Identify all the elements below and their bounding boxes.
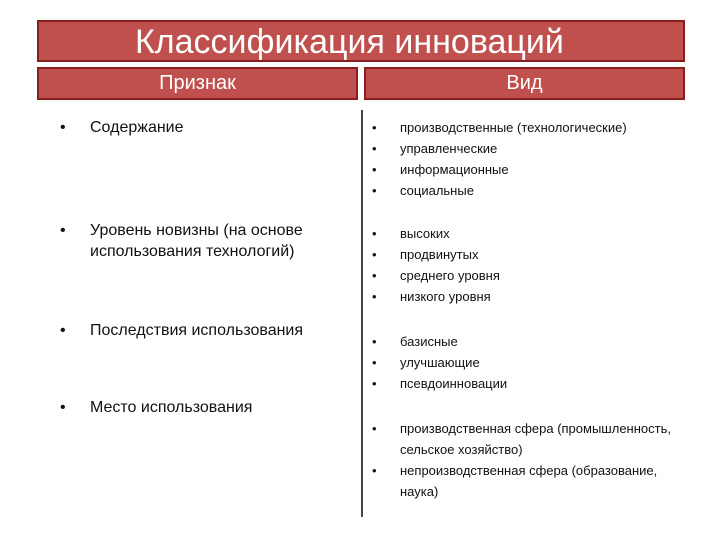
type-item	[372, 265, 682, 286]
bullet: •	[372, 355, 377, 370]
criterion-label: Место использования	[90, 399, 253, 416]
type-label: производственные (технологические)	[400, 120, 627, 135]
bullet: •	[372, 289, 377, 304]
criterion-item	[60, 320, 350, 341]
type-label: управленческие	[400, 141, 498, 156]
type-label: продвинутых	[400, 247, 479, 262]
bullet: •	[372, 421, 377, 436]
criterion-item	[60, 117, 350, 138]
bullet: •	[372, 376, 377, 391]
type-label: псевдоинновации	[400, 376, 508, 391]
criterion-label: Последствия использования	[90, 322, 304, 339]
type-item	[372, 159, 682, 180]
type-item	[372, 373, 682, 394]
bullet: •	[372, 162, 377, 177]
criterion-label: Содержание	[90, 119, 184, 136]
criterion-item	[60, 397, 350, 418]
type-list	[372, 117, 682, 201]
type-item	[372, 244, 682, 265]
type-label: высоких	[400, 226, 450, 241]
type-item	[372, 331, 682, 352]
type-label: среднего уровня	[400, 268, 500, 283]
type-item	[372, 223, 682, 244]
bullet: •	[372, 334, 377, 349]
bullet: •	[60, 222, 66, 239]
type-item	[372, 460, 682, 502]
type-item	[372, 138, 682, 159]
bullet: •	[60, 322, 66, 339]
bullet: •	[372, 268, 377, 283]
criterion-label: Уровень новизны (на основе использования технологий)	[90, 222, 303, 260]
bullet: •	[372, 226, 377, 241]
criterion-item	[60, 220, 340, 262]
type-label: производственная сфера (промышленность, сельское хозяйство)	[400, 421, 671, 457]
slide-title: Классификация инноваций	[37, 20, 685, 62]
bullet: •	[372, 141, 377, 156]
column-divider	[361, 110, 363, 517]
type-label: информационные	[400, 162, 509, 177]
header-type: Вид	[364, 67, 685, 100]
type-label: улучшающие	[400, 355, 480, 370]
bullet: •	[372, 183, 377, 198]
type-label: социальные	[400, 183, 474, 198]
type-item	[372, 418, 682, 460]
type-list	[372, 223, 682, 307]
type-list	[372, 331, 682, 394]
type-label: низкого уровня	[400, 289, 491, 304]
type-label: базисные	[400, 334, 458, 349]
type-item	[372, 352, 682, 373]
bullet: •	[372, 247, 377, 262]
type-list	[372, 418, 682, 502]
bullet: •	[60, 399, 66, 416]
type-item	[372, 180, 682, 201]
type-item	[372, 286, 682, 307]
type-item	[372, 117, 682, 138]
type-label: непроизводственная сфера (образование, наука)	[400, 463, 658, 499]
bullet: •	[372, 120, 377, 135]
bullet: •	[60, 119, 66, 136]
header-criterion: Признак	[37, 67, 358, 100]
bullet: •	[372, 463, 377, 478]
